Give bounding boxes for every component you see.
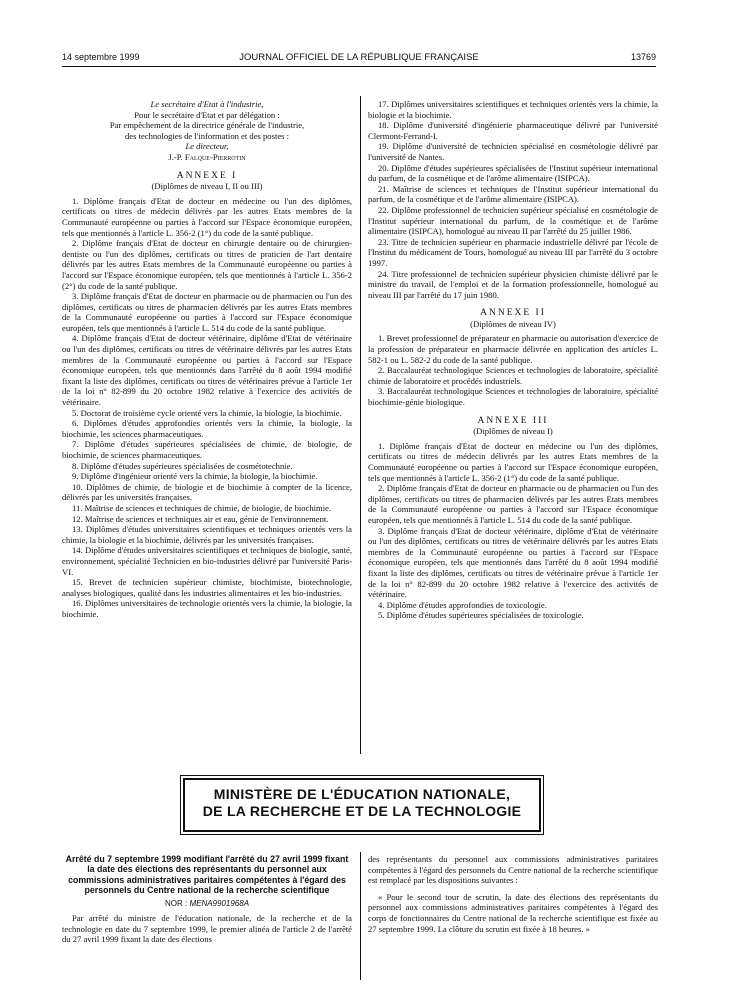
- list-item: 21. Maîtrise de sciences et techniques de l'Institut supérieur international du parfum, de la cosmétique et de l'arôme alimentaire (ISIPCA).: [368, 183, 658, 205]
- nor-label: NOR :: [164, 898, 188, 908]
- annexe-title: ANNEXE II: [480, 308, 546, 319]
- annexe-title: ANNEXE I: [176, 170, 238, 181]
- signature-line: des technologies de l'information et des postes :: [124, 130, 290, 141]
- arrete-title: Arrêté du 7 septembre 1999 modifiant l'arrêté du 27 avril 1999 fixant la date des élections des représentants du personnel aux commissions administratives paritaires compétentes à l'égard des personnels du Centre national de la recherche scientifique: [65, 854, 349, 896]
- column-divider: [360, 852, 361, 980]
- list-item: 9. Diplôme d'ingénieur orienté vers la chimie, la biologie, la biochimie.: [72, 471, 318, 482]
- arrete-paragraph: « Pour le second tour de scrutin, la date des élections des représentants du personnel aux commissions administratives paritaires compétentes à l'égard des corps de fonctionnaires du Centre national de la recherche scientifique est fixée au 27 septembre 1999. La clôture du scrutin est fixée à 18 heures. »: [368, 891, 658, 934]
- annexe-title: ANNEXE III: [477, 415, 549, 426]
- list-item: 3. Diplôme français d'Etat de docteur en pharmacie ou de pharmacien ou l'un des diplômes, certificats ou titres de pharmacien délivrés par les autres Etats membres de la Communauté européenne ou parties à l'accord sur l'Espace économique européen, tels que mentionnés à l'article L. 514 du code de la santé publique.: [62, 291, 352, 333]
- list-item: 13. Diplômes d'études universitaires scientifiques et techniques orientés vers la chimie, la biologie et la biochimie, délivrés par les universités françaises.: [62, 524, 352, 545]
- list-item: 11. Maîtrise de sciences et techniques de chimie, de biologie, de biochimie.: [72, 502, 332, 513]
- list-item: 17. Diplômes universitaires scientifiques et techniques orientés vers la chimie, la biologie et la biochimie.: [368, 99, 658, 120]
- nor-reference: [62, 899, 352, 910]
- annexe-subtitle: (Diplômes de niveau I): [473, 426, 553, 437]
- ministry-heading-line: MINISTÈRE DE L'ÉDUCATION NATIONALE,: [213, 786, 511, 802]
- annexe-subtitle: (Diplômes de niveau I, II ou III): [151, 181, 263, 192]
- ministry-heading: [183, 778, 541, 832]
- header-date: 14 septembre 1999: [62, 52, 140, 62]
- list-item: 8. Diplôme d'études supérieures spécialisées de cosmétotechnie.: [72, 460, 293, 471]
- header-page-number: 13769: [630, 52, 656, 62]
- signature-line: Le directeur,: [185, 141, 229, 152]
- arrete-paragraph: des représentants du personnel aux commissions administratives paritaires compétentes à l'égard des personnels du Centre national de la recherche scientifique est remplacé par les dispositions suivantes :: [368, 854, 658, 886]
- list-item: 16. Diplômes universitaires de technologie orientés vers la chimie, la biologie, la biochimie.: [62, 598, 352, 619]
- list-item: 10. Diplômes de chimie, de biologie et de biochimie à compter de la licence, délivrés par les universités françaises.: [62, 481, 352, 503]
- list-item: 4. Diplôme d'études approfondies de toxicologie.: [378, 599, 547, 610]
- list-item: 2. Baccalauréat technologique Sciences et technologies de laboratoire, spécialité chimie de laboratoire et procédés industriels.: [368, 365, 658, 386]
- signature-name: J.-P. Falque-Pierrotin: [168, 151, 246, 162]
- annexe-subtitle: (Diplômes de niveau IV): [470, 318, 556, 329]
- list-item: 19. Diplôme d'université de technicien spécialisé en cosmétologie délivré par l'université de Nantes.: [368, 141, 658, 162]
- header-journal-title: JOURNAL OFFICIEL DE LA RÉPUBLIQUE FRANÇAISE: [239, 52, 479, 63]
- list-item: 24. Titre professionnel de technicien supérieur physicien chimiste délivré par le ministre du travail, de l'emploi et de la formation professionnelle, homologué au niveau III par l'arrêté du 17 juin 1980.: [368, 268, 658, 300]
- list-item: 22. Diplôme professionnel de technicien supérieur spécialisé en cosmétologie de l'Institut supérieur international du parfum, de la cosmétique et de l'arôme alimentaire (ISIPCA), homologué au niveau II par l'arrêté du 25 juillet 1986.: [368, 204, 658, 237]
- list-item: 5. Doctorat de troisième cycle orienté vers la chimie, la biologie, la biochimie.: [72, 407, 342, 418]
- arrete-left-column: [62, 854, 352, 945]
- list-item: 7. Diplôme d'études supérieures spécialisées de chimie, de biologie, de biochimie, de sciences pharmaceutiques.: [62, 439, 352, 460]
- header-rule: [62, 66, 656, 67]
- list-item: 1. Brevet professionnel de préparateur en pharmacie ou autorisation d'exercice de la profession de préparateur en pharmacie délivrée en application des articles L. 582-1 ou L. 582-2 du code de la santé publique.: [368, 333, 659, 365]
- left-column: [62, 99, 352, 620]
- list-item: 1. Diplôme français d'Etat de docteur en médecine ou l'un des diplômes, certificats ou titres de médecin délivrés par les autres Etats membres de la Communauté européenne ou parties à l'accord sur l'Espace économique européen, tels que mentionnés à l'article L. 356-2 (1°) du code de la santé publique.: [62, 195, 352, 238]
- list-item: 2. Diplôme français d'Etat de docteur en pharmacie ou de pharmacien ou l'un des diplômes, certificats ou titres de pharmacien délivrés par les autres Etats membres de la Communauté européenne ou parties à l'accord sur l'Espace économique européen, tels que mentionnés à l'article L. 514 du code de la santé publique.: [368, 483, 658, 525]
- right-column: [368, 99, 658, 621]
- annexe-3-list: [368, 441, 658, 621]
- annexe-2-list: [368, 333, 658, 407]
- nor-code: MENA9901968A: [189, 898, 250, 908]
- list-item: 14. Diplôme d'études universitaires scientifiques et techniques de biologie, santé, environnement, spécialité Technicien en bio-industries délivré par l'université Paris-VI.: [62, 545, 352, 577]
- ministry-heading-line: DE LA RECHERCHE ET DE LA TECHNOLOGIE: [202, 803, 522, 819]
- arrete-right-column: [368, 854, 658, 934]
- list-item: 18. Diplôme d'université d'ingénierie pharmaceutique délivré par l'université Clermont-Ferrand-I.: [368, 120, 658, 141]
- signature-line: Le secrétaire d'Etat à l'industrie,: [150, 99, 264, 109]
- arrete-paragraph: Par arrêté du ministre de l'éducation nationale, de la recherche et de la technologie en date du 7 septembre 1999, le premier alinéa de l'article 2 de l'arrêté du 27 avril 1999 fixant la date des élections: [62, 913, 352, 945]
- column-divider: [360, 96, 361, 754]
- list-item: 6. Diplômes d'études approfondies orientés vers la chimie, la biologie, la biochimie, les sciences pharmaceutiques.: [62, 418, 352, 439]
- list-item: 5. Diplôme d'études supérieures spécialisées de toxicologie.: [378, 610, 584, 621]
- list-item: 15. Brevet de technicien supérieur chimiste, biochimiste, biotechnologie, analyses biologiques, qualité dans les industries alimentaires et les bio-industries.: [62, 577, 352, 598]
- list-item: 12. Maîtrise de sciences et techniques air et eau, génie de l'environnement.: [72, 513, 329, 524]
- signature-line: Par empêchement de la directrice générale de l'industrie,: [109, 120, 305, 131]
- signature-line: Pour le secrétaire d'Etat et par délégation :: [134, 109, 280, 120]
- list-item: 4. Diplôme français d'Etat de docteur vétérinaire, diplôme d'Etat de vétérinaire ou l'un des diplômes, certificats ou titres de vétérinaire délivrés par les autres Etats membres de la Communauté européenne ou parties à l'accord sur l'Espace économique européen, tels que mentionnés dans l'arrêté du 8 août 1994 modifié fixant la liste des diplômes, certificats ou titres de vétérinaires prévue à l'article 1er de la loi n° 82-899 du 20 octobre 1982 relative à l'exercice des activités de vétérinaire.: [62, 333, 352, 408]
- annexe-1-list-part-1: [62, 196, 352, 620]
- list-item: 1. Diplôme français d'Etat de docteur en médecine ou l'un des diplômes, certificats ou titres de médecin délivrés par les autres Etats membres de la Communauté européenne ou parties à l'accord sur l'Espace économique européen, tels que mentionnés à l'article L. 356-2 (1°) du code de la santé publique.: [368, 440, 658, 483]
- ministry-heading-box: [180, 775, 544, 835]
- annexe-1-list-part-2: [368, 99, 658, 300]
- list-item: 20. Diplôme d'études supérieures spécialisées de l'Institut supérieur international du parfum, de la cosmétique et de l'arôme alimentaire (ISIPCA).: [368, 162, 658, 184]
- list-item: 3. Diplôme français d'Etat de docteur vétérinaire, diplôme d'Etat de vétérinaire ou l'un des diplômes, certificats ou titres de vétérinaire délivrés par les autres Etats membres de la Communauté européenne ou parties à l'accord sur l'Espace économique européen, tels que mentionnés dans l'arrêté du 8 août 1994 modifié fixant la liste des diplômes, certificats ou titres de vétérinaire prévue à l'article 1er de la loi n° 82-899 du 20 octobre 1982 relative à l'exercice des activités de vétérinaire.: [368, 525, 658, 600]
- list-item: 3. Baccalauréat technologique Sciences et technologies de laboratoire, spécialité biochimie-génie biologique.: [368, 386, 658, 408]
- list-item: 23. Titre de technicien supérieur en pharmacie industrielle délivré par l'école de l'Institut du médicament de Tours, homologué au niveau III par l'arrêté du 3 octobre 1997.: [368, 236, 658, 268]
- list-item: 2. Diplôme français d'Etat de docteur en chirurgie dentaire ou de chirurgien-dentiste ou l'un des diplômes, certificats ou titres de praticien de l'art dentaire délivrés par les autres Etats membres de la Communauté européenne ou parties à l'accord sur l'Espace économique européen, tels que mentionnés à l'article L. 356-2 (2°) du code de la santé publique.: [62, 238, 352, 291]
